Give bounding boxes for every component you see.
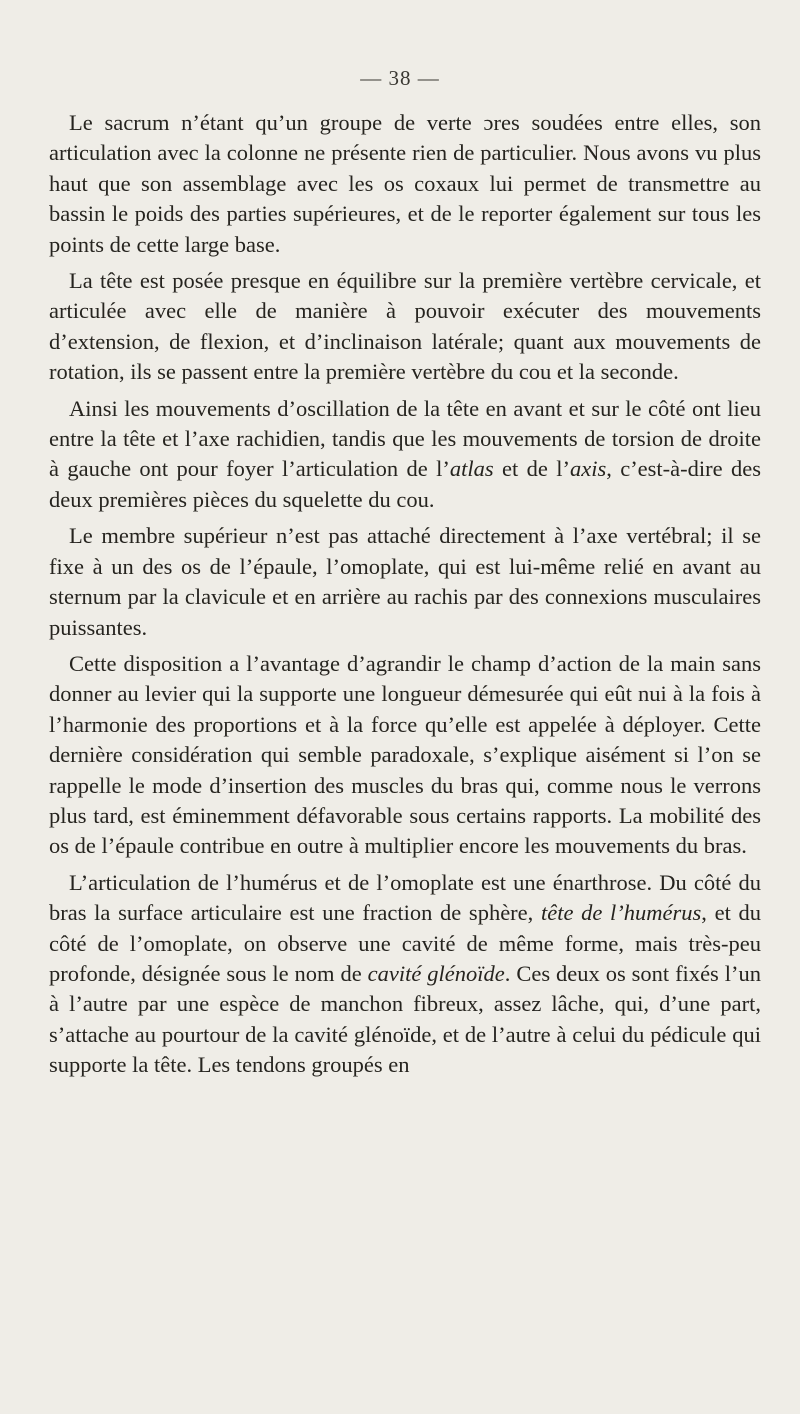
text-segment: La tête est posée presque en équilibre sur la première vertèbre cervicale, et articulée avec elle de manière à pouvoir exécuter des mouvements d’extension, de flexion, et d’inclinaison latérale; quant aux mouvements de rotation, ils se passent entre la première vertèbre du cou et la seconde. (49, 268, 761, 385)
paragraph (49, 649, 761, 862)
body-text (49, 108, 761, 1081)
paragraph (49, 266, 761, 388)
italic-term: atlas (449, 456, 494, 482)
paragraph (49, 521, 761, 643)
italic-term: cavité glénoïde (367, 960, 505, 986)
page-number: — 38 — (360, 66, 440, 90)
text-segment: L’articulation de l’humérus et de l’omoplate est une énarthrose. Du côté du bras la surface articulaire est une fraction de sphère, (49, 869, 761, 926)
text-segment: et de l’ (493, 456, 570, 482)
paragraph (49, 394, 761, 516)
paragraph (49, 108, 761, 260)
italic-term: axis (569, 456, 607, 482)
text-segment: , et du côté de l’omoplate, on observe une cavité de même forme, mais très-peu profonde, désignée sous le nom de (49, 900, 761, 986)
paragraph (49, 868, 761, 1081)
italic-term: tête de l’humérus (540, 900, 702, 926)
text-segment: Le sacrum n’étant qu’un groupe de verte ɔres soudées entre elles, son articulation avec la colonne ne présente rien de particulier. Nous avons vu plus haut que son assemblage avec les os coxaux lui permet de transmettre au bassin le poids des parties supérieures, et de le reporter également sur tous les points de cette large base. (49, 110, 761, 257)
text-segment: Ainsi les mouvements d’oscillation de la tête en avant et sur le côté ont lieu entre la tête et l’axe rachidien, tandis que les mouvements de torsion de droite à gauche ont pour foyer l’articulation de l’ (49, 395, 761, 482)
text-segment: , c’est-à-dire des deux premières pièces du squelette du cou. (49, 456, 761, 512)
text-segment: . Ces deux os sont fixés l’un à l’autre par une espèce de manchon fibreux, assez lâche, qui, d’une part, s’attache au pourtour de la cavité glénoïde, et de l’autre à celui du pédicule qui supporte la tête. Les tendons groupés en (49, 960, 761, 1078)
text-segment: Cette disposition a l’avantage d’agrandir le champ d’action de la main sans donner au levier qui la supporte une longueur démesurée qui eût nui à la fois à l’harmonie des proportions et à la force qu’elle est appelée à déployer. Cette dernière considération qui semble paradoxale, s’explique aisément si l’on se rappelle le mode d’insertion des muscles du bras qui, comme nous le verrons plus tard, est éminemment défavorable sous certains rapports. La mobilité des os de l’épaule contribue en outre à multiplier encore les mouvements du bras. (49, 650, 761, 859)
text-segment: Le membre supérieur n’est pas attaché directement à l’axe vertébral; il se fixe à un des os de l’épaule, l’omoplate, qui est lui-même relié en avant au sternum par la clavicule et en arrière au rachis par des connexions musculaires puissantes. (49, 523, 761, 640)
